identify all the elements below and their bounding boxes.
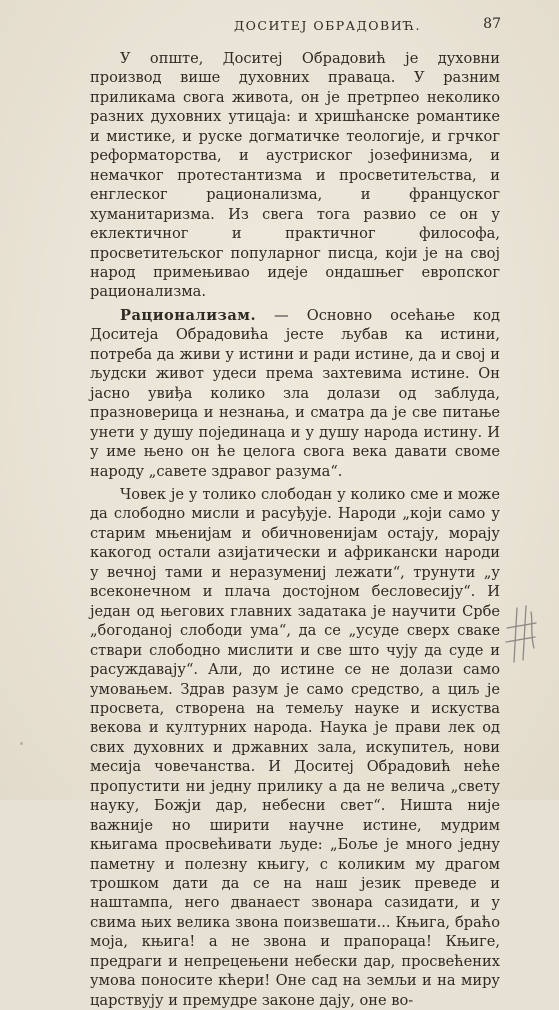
paragraph-3 (90, 485, 500, 1010)
page-header (90, 14, 501, 36)
page-number: 87 (483, 16, 501, 32)
body-text (90, 49, 500, 1010)
paragraph-1 (90, 49, 500, 302)
running-head: ДОСИТЕЈ ОБРАДОВИЋ. (234, 18, 422, 33)
pencil-mark-icon (503, 604, 539, 666)
paper-speck (20, 742, 23, 745)
paragraph-2 (90, 306, 500, 481)
paragraph-3-text: Човек је у толико слободан у колико сме и може да слободно мисли и расуђује. Народи „који само у старим мњенијам и обичновенијам остају, морају какогод остали азијатически и африкански народи у вечној тами и неразумениј лежати“, трунути „у всеконечном и плача достојном бесловесију“. И један од његових главних задатака је научити Србе „богоданој слободи ума“, да се „усуде сверх сваке ствари слободно мислити и све што чују да суде и расуждавају“. Али, до истине се не долази само умовањем. Здрав разум је само средство, а циљ је просвета, створена на темељу науке и искуства векова и културних народа. Наука је прави лек од свих духовних и државних зала, искупитељ, нови месија човечанства. И Доситеј Обрадовић неће пропустити ни једну прилику а да не велича „свету науку, Божји дар, небесни свет“. Ништа није важније но ширити научне истине, мудрим књигама просвећивати људе: „Боље је много једну паметну и полезну књигу, с коликим му драгом трошком дати да се на наш језик преведе и наштампа, него дванаест звонара сазидати, и у свима њих велика звона поизвешати... Књига, браћо моја, књига! а не звона и прапораца! Књиге, предраги и непрецењени небески дар, просвећених умова поносите кћери! Оне сад на земљи и на миру царствују и премудре законе дају, оне во- (90, 485, 500, 1009)
paragraph-2-text: — Основно осећање код Доситеја Обрадовића јесте љубав ка истини, потреба да живи у истини и ради истине, да и свој и људски живот удеси према захтевима истине. Он јасно увиђа колико зла долази од заблуда, празноверица и незнања, и сматра да је све питање унети у душу појединаца и у душу народа истину. И у име њено он ће целога свога века давати своме народу „савете здравог разума“. (90, 306, 500, 480)
section-heading-rationalism: Рационализам. (120, 306, 257, 324)
paragraph-1-text: У опште, Доситеј Обрадовић је духовни производ више духовних праваца. У разним приликама свога живота, он је претрпео неколико разних духовних утицаја: и хришћанске романтике и мистике, и руске догматичке теологије, и грчког реформаторства, и аустриског јозефинизма, и немачког протестантизма и просветитељства, и енглеског рационализма, и француског хуманитаризма. Из свега тога развио се он у еклектичног и практичног философа, просветитељског популарног писца, који је на свој народ примењивао идеје ондашњег европског рационализма. (90, 50, 500, 301)
